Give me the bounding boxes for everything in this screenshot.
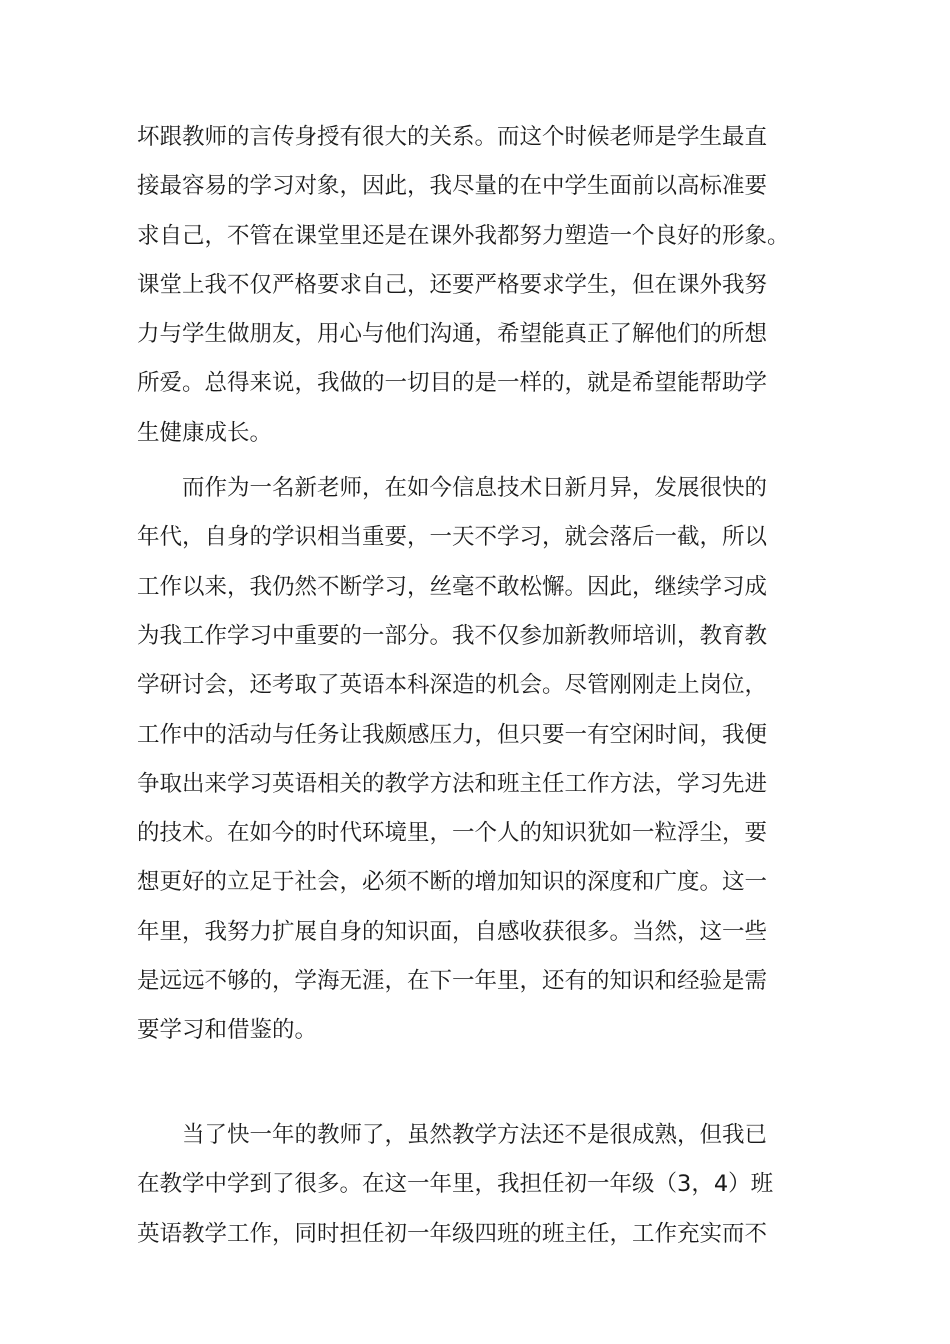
body-text — [137, 113, 837, 1259]
text-line: 在教学中学到了很多。在这一年里，我担任初一年级（3，4）班 — [137, 1171, 774, 1198]
text-line: 力与学生做朋友，用心与他们沟通，希望能真正了解他们的所想 — [137, 321, 768, 348]
text-line: 英语教学工作，同时担任初一年级四班的班主任，工作充实而不 — [137, 1220, 768, 1247]
text-line: 所爱。总得来说，我做的一切目的是一样的，就是希望能帮助学 — [137, 370, 768, 397]
text-line: 当了快一年的教师了，虽然教学方法还不是很成熟，但我已 — [182, 1121, 768, 1148]
text-line: 求自己，不管在课堂里还是在课外我都努力塑造一个良好的形象。 — [137, 222, 790, 249]
text-line: 生健康成长。 — [137, 419, 273, 446]
text-line: 年代，自身的学识相当重要，一天不学习，就会落后一截，所以 — [137, 524, 768, 551]
paragraph-1 — [137, 113, 837, 458]
text-line: 是远远不够的，学海无涯，在下一年里，还有的知识和经验是需 — [137, 968, 768, 995]
text-line: 争取出来学习英语相关的教学方法和班主任工作方法，学习先进 — [137, 770, 768, 797]
text-line: 而作为一名新老师，在如今信息技术日新月异，发展很快的 — [182, 475, 768, 502]
text-line: 课堂上我不仅严格要求自己，还要严格要求学生，但在课外我努 — [137, 271, 768, 298]
text-line: 接最容易的学习对象，因此，我尽量的在中学生面前以高标准要 — [137, 173, 768, 200]
paragraph-3 — [137, 1111, 837, 1259]
text-line: 学研讨会，还考取了英语本科深造的机会。尽管刚刚走上岗位， — [137, 672, 768, 699]
text-line — [137, 1056, 837, 1105]
paragraph-2 — [137, 464, 837, 1105]
text-line: 工作以来，我仍然不断学习，丝毫不敢松懈。因此，继续学习成 — [137, 573, 768, 600]
text-line: 坏跟教师的言传身授有很大的关系。而这个时候老师是学生最直 — [137, 124, 768, 150]
text-line: 年里，我努力扩展自身的知识面，自感收获很多。当然，这一些 — [137, 918, 768, 945]
text-line: 的技术。在如今的时代环境里，一个人的知识犹如一粒浮尘，要 — [137, 820, 768, 847]
text-line: 想更好的立足于社会，必须不断的增加知识的深度和广度。这一 — [137, 869, 768, 896]
text-line: 为我工作学习中重要的一部分。我不仅参加新教师培训，教育教 — [137, 622, 768, 649]
text-line: 工作中的活动与任务让我颇感压力，但只要一有空闲时间，我便 — [137, 721, 768, 748]
text-line: 要学习和借鉴的。 — [137, 1017, 318, 1044]
